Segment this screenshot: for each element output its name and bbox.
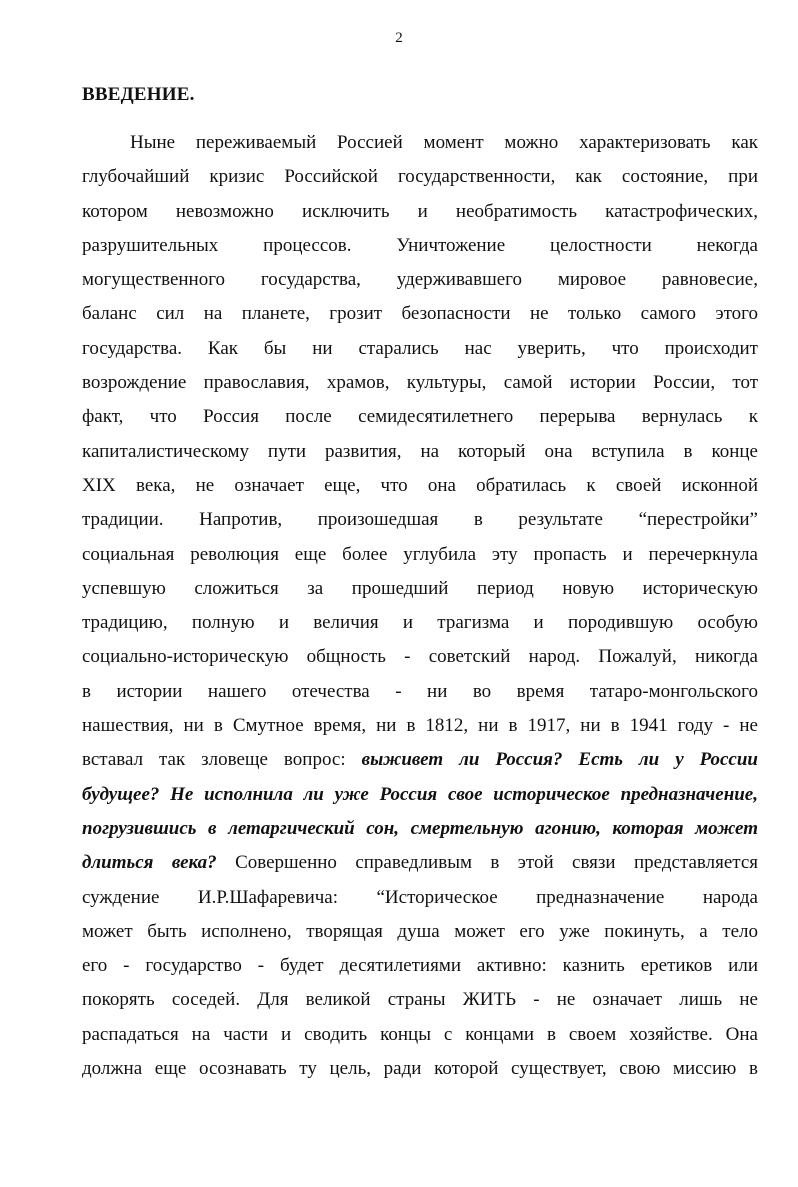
text-segment: социально-историческую общность - советский народ. Пожалуй, никогда (82, 646, 758, 668)
text-line (82, 709, 758, 743)
text-line (82, 778, 758, 812)
text-line (82, 366, 758, 400)
text-segment: баланс сил на планете, грозит безопасности не только самого этого (82, 303, 758, 325)
text-line (82, 640, 758, 674)
text-segment: глубочайший кризис Российской государственности, как состояние, при (82, 166, 758, 188)
text-line (82, 983, 758, 1017)
text-segment: котором невозможно исключить и необратимость катастрофических, (82, 200, 758, 222)
emphasized-text: длиться века? (82, 852, 217, 874)
text-line (82, 572, 758, 606)
text-line (82, 1052, 758, 1086)
text-segment: капиталистическому пути развития, на который она вступила в конце (82, 440, 758, 462)
text-segment: XIX века, не означает еще, что она обратилась к своей исконной (82, 474, 758, 496)
text-segment: может быть исполнено, творящая душа может его уже покинуть, а тело (82, 920, 758, 942)
text-segment: его - государство - будет десятилетиями активно: казнить еретиков или (82, 955, 758, 977)
text-segment: социальная революция еще более углубила эту пропасть и перечеркнула (82, 543, 758, 565)
text-line (82, 1018, 758, 1052)
text-line (82, 229, 758, 263)
text-line (82, 160, 758, 194)
text-line (82, 400, 758, 434)
text-line (82, 846, 758, 880)
text-segment: Ныне переживаемый Россией момент можно характеризовать как (130, 132, 758, 153)
text-line (82, 949, 758, 983)
text-segment: суждение И.Р.Шафаревича: “Историческое предназначение народа (82, 886, 758, 908)
text-line (82, 675, 758, 709)
section-heading: ВВЕДЕНИЕ. (82, 84, 195, 105)
emphasized-text: выживет ли Россия? Есть ли у России (361, 749, 758, 771)
body-paragraph (82, 126, 758, 1086)
text-line (82, 469, 758, 503)
text-segment: Совершенно справедливым в этой связи представляется (216, 852, 758, 874)
text-line (82, 195, 758, 229)
text-segment: в истории нашего отечества - ни во время татаро-монгольского (82, 680, 758, 702)
text-line (82, 263, 758, 297)
text-segment: традиции. Напротив, произошедшая в результате “перестройки” (82, 509, 758, 531)
text-segment: покорять соседей. Для великой страны ЖИТЬ - не означает лишь не (82, 989, 758, 1011)
text-segment: нашествия, ни в Смутное время, ни в 1812, ни в 1917, ни в 1941 году - не (82, 715, 758, 737)
emphasized-text: будущее? Не исполнила ли уже Россия свое историческое предназначение, (82, 783, 758, 805)
text-segment: факт, что Россия после семидесятилетнего перерыва вернулась к (82, 406, 758, 428)
text-segment: успевшую сложиться за прошедший период новую историческую (82, 577, 758, 599)
text-segment: государства. Как бы ни старались нас уверить, что происходит (82, 337, 758, 359)
text-segment: вставал так зловеще вопрос: (82, 749, 362, 771)
text-line (82, 915, 758, 949)
text-line (82, 503, 758, 537)
text-line (82, 743, 758, 777)
text-segment: могущественного государства, удерживавшего мировое равновесие, (82, 269, 758, 291)
text-line (82, 332, 758, 366)
text-line (82, 881, 758, 915)
text-line (82, 126, 758, 160)
text-segment: разрушительных процессов. Уничтожение целостности некогда (82, 234, 758, 256)
text-segment: распадаться на части и сводить концы с концами в своем хозяйстве. Она (82, 1023, 758, 1045)
text-line (82, 435, 758, 469)
text-line (82, 812, 758, 846)
page-number: 2 (395, 30, 403, 46)
text-segment: возрождение православия, храмов, культуры, самой истории России, тот (82, 372, 758, 394)
text-segment: традицию, полную и величия и трагизма и породившую особую (82, 612, 758, 634)
text-line (82, 297, 758, 331)
emphasized-text: погрузившись в летаргический сон, смертельную агонию, которая может (82, 817, 758, 839)
text-segment: должна еще осознавать ту цель, ради которой существует, свою миссию в (82, 1058, 758, 1080)
text-line (82, 606, 758, 640)
text-line (82, 538, 758, 572)
